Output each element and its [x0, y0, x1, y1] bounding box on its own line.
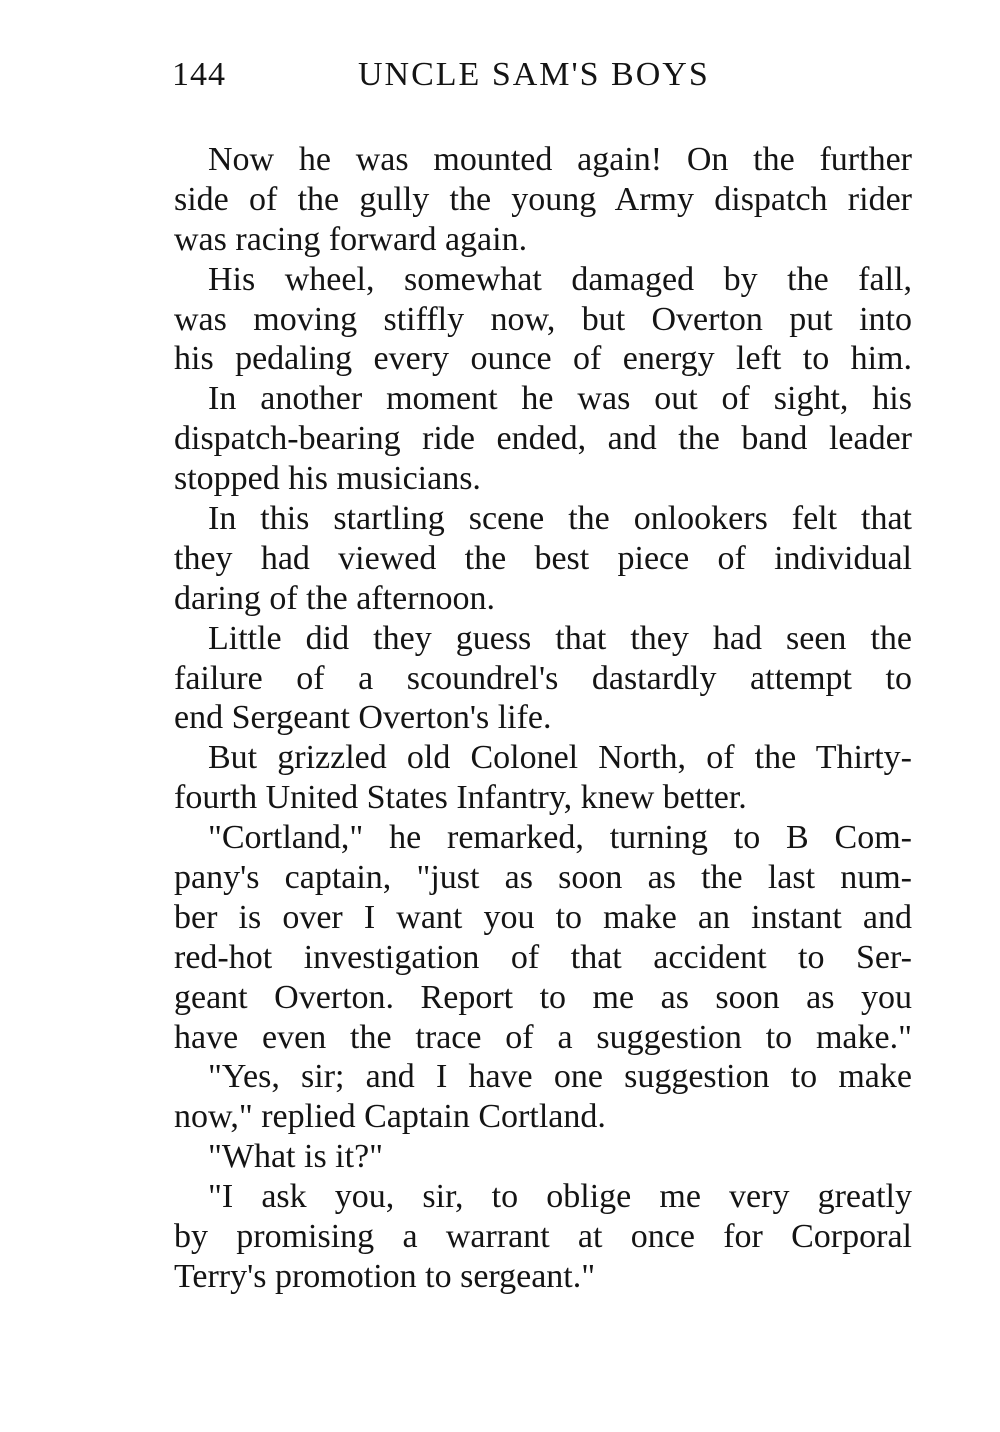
text-line: side of the gully the young Army dispatch rider [174, 180, 912, 218]
text-line: his pedaling every ounce of energy left to him. [174, 340, 912, 378]
text-line: now," replied Captain Cortland. [174, 1098, 606, 1136]
text-line: But grizzled old Colonel North, of the Thirty- [208, 739, 912, 777]
text-line: pany's captain, "just as soon as the last num- [174, 859, 912, 897]
text-line: Now he was mounted again! On the further [208, 141, 912, 178]
text-line: ber is over I want you to make an instant and [174, 898, 912, 936]
text-line: daring of the afternoon. [174, 579, 495, 617]
text-line: In another moment he was out of sight, his [208, 380, 912, 418]
text-line: His wheel, somewhat damaged by the fall, [208, 260, 912, 298]
text-line: red-hot investigation of that accident to Ser- [174, 938, 912, 976]
text-line: geant Overton. Report to me as soon as you [174, 978, 912, 1016]
page-header [172, 56, 732, 100]
body-text [174, 140, 912, 1297]
text-line: In this startling scene the onlookers felt that [208, 500, 912, 538]
text-line: they had viewed the best piece of individual [174, 539, 912, 577]
text-line: end Sergeant Overton's life. [174, 699, 552, 737]
text-line: Terry's promotion to sergeant." [174, 1257, 596, 1295]
text-line: "I ask you, sir, to oblige me very greatly [208, 1178, 912, 1216]
text-line: "Yes, sir; and I have one suggestion to make [208, 1058, 912, 1096]
text-line: fourth United States Infantry, knew better. [174, 779, 747, 817]
text-line: "Cortland," he remarked, turning to B Com- [208, 819, 912, 857]
text-line: "What is it?" [208, 1138, 384, 1176]
text-line: was moving stiffly now, but Overton put into [174, 300, 912, 338]
text-line: Little did they guess that they had seen the [208, 619, 912, 657]
text-line: dispatch-bearing ride ended, and the band leader [174, 420, 912, 458]
text-line: failure of a scoundrel's dastardly attempt to [174, 659, 912, 697]
text-line: stopped his musicians. [174, 460, 481, 498]
page-number: 144 [172, 56, 226, 93]
text-line: have even the trace of a suggestion to make." [174, 1018, 912, 1056]
text-line: by promising a warrant at once for Corporal [174, 1218, 912, 1256]
running-title: UNCLE SAM'S BOYS [358, 56, 710, 93]
text-line: was racing forward again. [174, 220, 528, 258]
